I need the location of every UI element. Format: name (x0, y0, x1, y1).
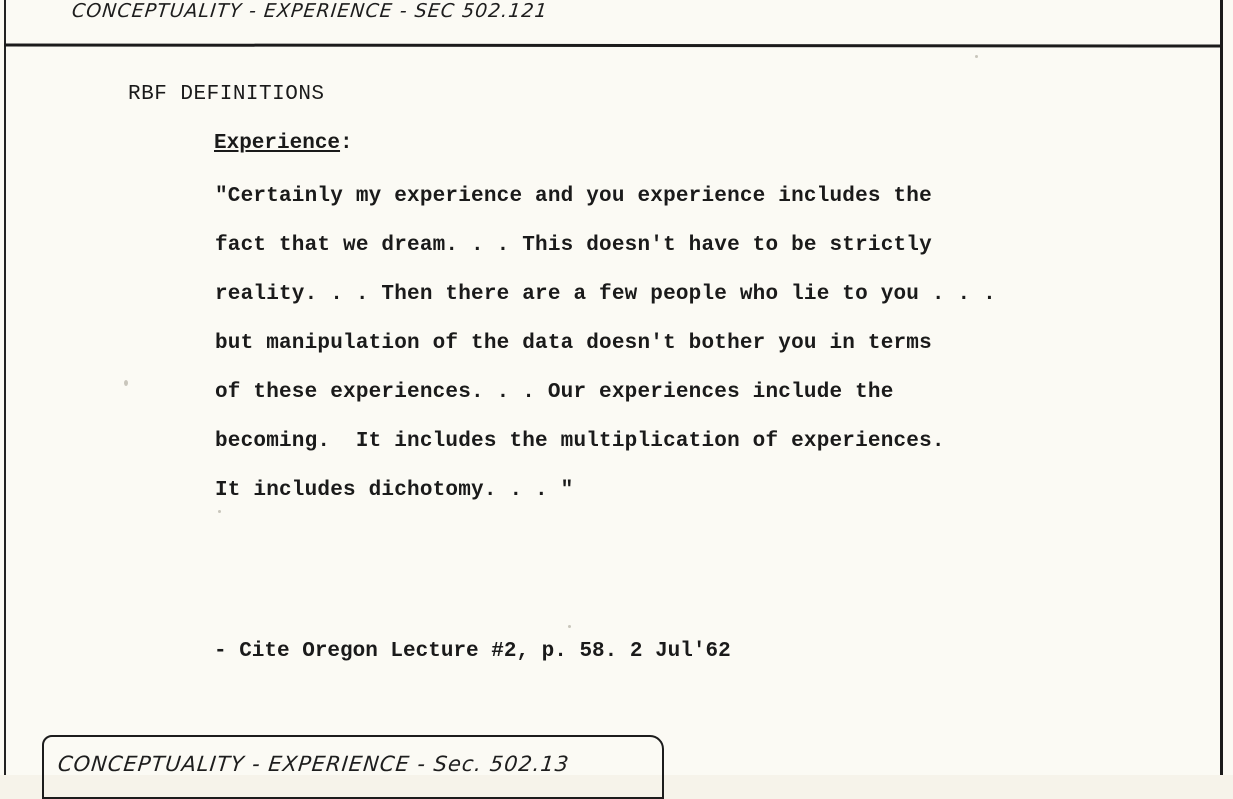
definition-quote (215, 172, 1195, 515)
paper-speck (975, 55, 978, 58)
paper-speck (218, 510, 221, 513)
header-rule (4, 43, 1222, 47)
term-colon: : (340, 132, 353, 155)
handwritten-header: CONCEPTUALITY - EXPERIENCE - SEC 502.121 (70, 0, 549, 22)
quote-line: of these experiences. . . Our experiences include the (215, 381, 894, 404)
quote-line: fact that we dream. . . This doesn't have to be strictly (215, 234, 932, 257)
quote-line: becoming. It includes the multiplication of experiences. (215, 430, 945, 453)
card-right-border (1220, 0, 1223, 775)
quote-line: but manipulation of the data doesn't bother you in terms (215, 332, 932, 355)
section-heading: RBF DEFINITIONS (128, 83, 325, 106)
citation: - Cite Oregon Lecture #2, p. 58. 2 Jul'62 (214, 640, 731, 663)
quote-line: reality. . . Then there are a few people who lie to you . . . (215, 283, 996, 306)
card-left-border (4, 0, 6, 775)
term-label: Experience (214, 132, 341, 155)
paper-speck (568, 625, 571, 628)
quote-line: It includes dichotomy. . . " (215, 479, 574, 502)
paper-speck (124, 380, 128, 386)
term-heading (214, 132, 353, 155)
quote-line: "Certainly my experience and you experience includes the (215, 185, 932, 208)
handwritten-footer: CONCEPTUALITY - EXPERIENCE - Sec. 502.13 (56, 752, 571, 776)
